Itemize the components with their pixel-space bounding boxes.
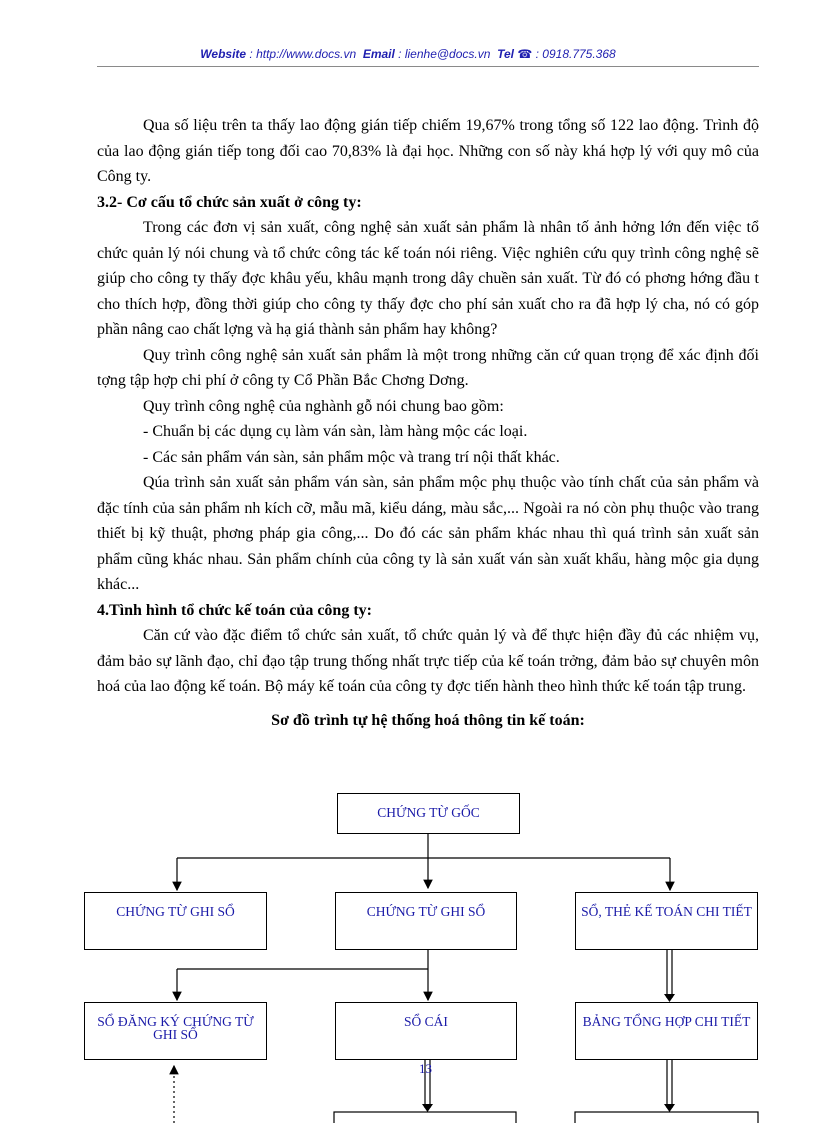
- arrowhead-right2: [664, 1104, 675, 1112]
- list-item-products: - Các sản phẩm ván sàn, sản phẩm mộc và trang trí nội thất khác.: [143, 448, 560, 466]
- email-value: : lienhe@docs.vn: [398, 47, 491, 61]
- website-label: Website: [200, 47, 247, 61]
- arrowhead-right1: [664, 994, 675, 1002]
- paragraph-production-process: Qúa trình sản xuất sản phẩm ván sàn, sản phẩm mộc phụ thuộc vào tính chất của sản phẩm và đặc tính của sản phẩm nh kích cỡ, mẫu mã, kiểu dáng, màu sắc,... Ngoài ra nó còn phụ thuộc vào trang thiết bị kỹ thuật, phơng pháp gia công,... Do đó các sản phẩm khác nhau thì quá trình sản xuất sản phẩm cũng khác nhau. Sản phẩm chính của công ty là sản xuất ván sàn xuất khẩu, hàng mộc gia dụng khác...: [97, 474, 759, 593]
- box-detail-summary: [575, 1002, 758, 1060]
- email-label: Email: [362, 47, 395, 61]
- box-detail-summary-label: BẢNG TỔNG HỢP CHI TIẾT: [582, 1014, 751, 1029]
- box-bottom-right-partial: [575, 1112, 758, 1123]
- page-number: 13: [419, 1061, 432, 1076]
- box-bottom-mid-partial: [334, 1112, 516, 1123]
- box-voucher-middle: [335, 892, 517, 950]
- box-source-documents-label: CHỨNG TỪ GỐC: [377, 805, 480, 820]
- tel-label: Tel: [497, 47, 514, 61]
- paragraph-production-tech: Trong các đơn vị sản xuất, công nghệ sản xuất sản phẩm là nhân tố ảnh hởng lớn đến việc tổ chức quản lý nói chung và tổ chức công tác kế toán nói riêng. Việc nghiên cứu quy trình công nghệ sẽ giúp cho công ty thấy đợc khâu yếu, khâu mạnh trong dây chuền sản xuất. Từ đó có phơng hớng đầu t cho thích hợp, đồng thời giúp cho công ty thấy đợc cho phí sản xuất cho ra đã hợp lý cha, nó có góp phần nâng cao chất lợng và hạ giá thành sản phẩm hay không?: [97, 219, 759, 338]
- box-voucher-register-label: SỔ ĐĂNG KÝ CHỨNG TỪ GHI SỔ: [97, 1014, 254, 1042]
- box-source-documents: [337, 793, 520, 834]
- website-value: : http://www.docs.vn: [249, 47, 357, 61]
- list-item-tools: - Chuẩn bị các dụng cụ làm ván sàn, làm hàng mộc các loại.: [143, 423, 528, 440]
- section-heading-3-2: 3.2- Cơ cấu tổ chức sản xuất ở công ty:: [97, 193, 362, 211]
- phone-icon: ☎: [517, 47, 533, 61]
- section-heading-4: 4.Tình hình tổ chức kế toán của công ty:: [97, 601, 372, 619]
- box-voucher-left: [84, 892, 267, 950]
- box-general-ledger-label: SỔ CÁI: [404, 1014, 448, 1029]
- arrowhead-mid2: [422, 1104, 433, 1112]
- box-detail-ledger-label: SỔ, THẺ KẾ TOÁN CHI TIẾT: [581, 904, 752, 919]
- box-voucher-register: [84, 1002, 267, 1060]
- paragraph-accounting-org: Căn cứ vào đặc điểm tổ chức sản xuất, tổ chức quản lý và để thực hiện đầy đủ các nhiệm vụ, đảm bảo sự lãnh đạo, chỉ đạo tập trung thống nhất trực tiếp của kế toán trởng, đảm bảo sự chuyên môn hoá của lao động kế toán. Bộ máy kế toán của công ty đợc tiến hành theo hình thức kế toán tập trung.: [97, 627, 759, 695]
- box-general-ledger: [335, 1002, 517, 1060]
- box-detail-ledger: [575, 892, 758, 950]
- box-voucher-left-label: CHỨNG TỪ GHI SỔ: [116, 904, 235, 919]
- tel-value: : 0918.775.368: [535, 47, 616, 61]
- diagram-title: Sơ đồ trình tự hệ thống hoá thông tin kế toán:: [271, 711, 585, 729]
- paragraph-process-basis: Quy trình công nghệ sản xuất sản phẩm là một trong những căn cứ quan trọng để xác định đối tợng tập hợp chi phí ở công ty Cổ Phần Bắc Chơng Dơng.: [97, 346, 759, 389]
- paragraph-process-list-intro: Quy trình công nghệ của nghành gỗ nói chung bao gồm:: [143, 397, 504, 415]
- paragraph-labor-stats: Qua số liệu trên ta thấy lao động gián tiếp chiếm 19,67% trong tổng số 122 lao động. Trình độ của lao động gián tiếp tong đối cao 70,83% là đại học. Những con số này khá hợp lý với quy mô của Công ty.: [97, 117, 759, 185]
- box-voucher-middle-label: CHỨNG TỪ GHI SỔ: [366, 904, 486, 919]
